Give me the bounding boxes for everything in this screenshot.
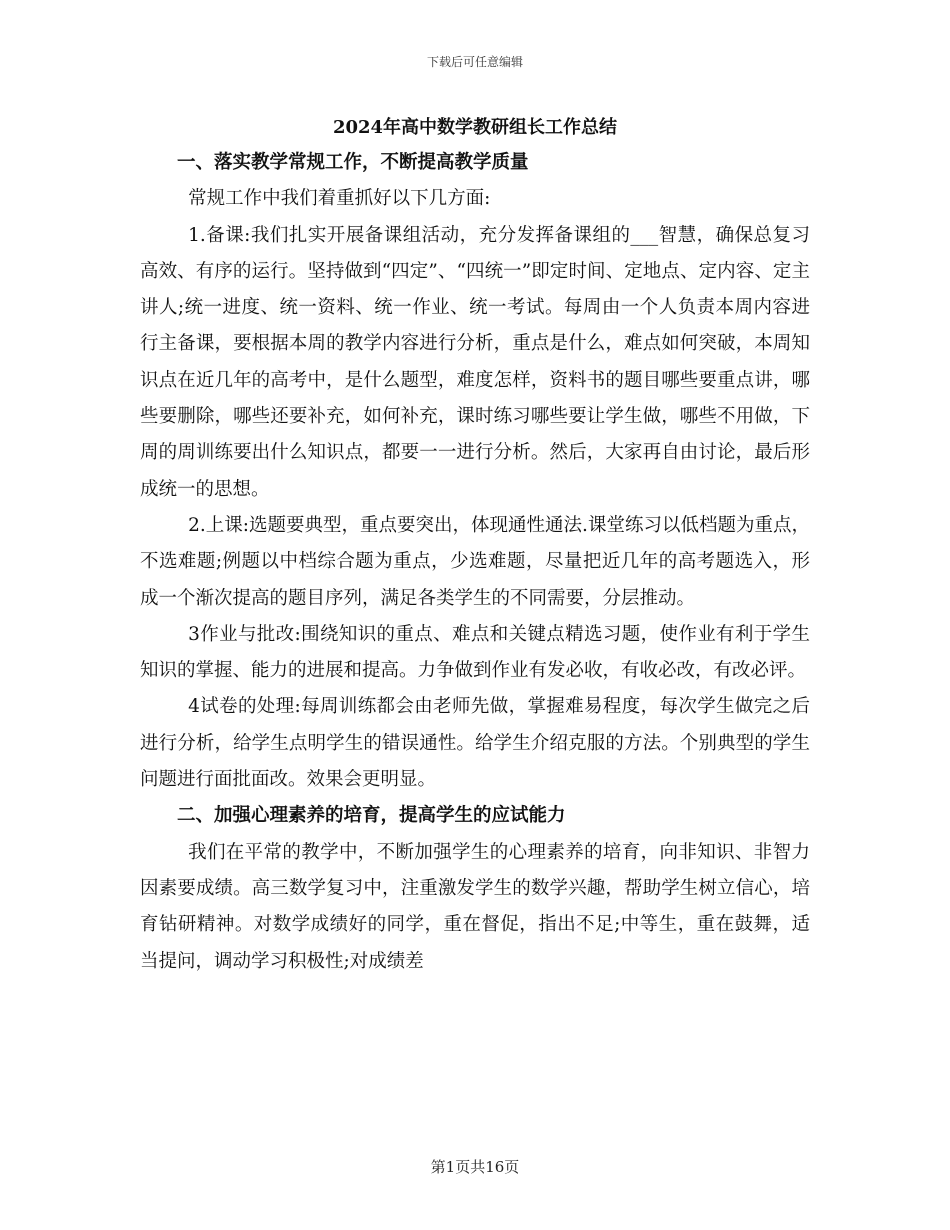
header-note: 下载后可任意编辑: [426, 55, 523, 69]
paragraph: 我们在平常的教学中，不断加强学生的心理素养的培育，向非知识、非智力因素要成绩。高三数学复习中，注重激发学生的数学兴趣，帮助学生树立信心，培育钻研精神。对数学成绩好的同学，重在督促，指出不足;中等生，重在鼓舞，适当提问，调动学习积极性;对成绩差: [140, 841, 810, 972]
document-title: 2024年高中数学教研组长工作总结: [332, 117, 618, 138]
paragraph: 常规工作中我们着重抓好以下几方面:: [188, 188, 491, 210]
paragraph: 3作业与批改:围绕知识的重点、难点和关键点精选习题，使作业有利于学生知识的掌握、能力的进展和提高。力争做到作业有发必收，有收必改，有改必评。: [140, 623, 810, 682]
document-body: [140, 145, 810, 980]
section-heading: 二、加强心理素养的培育，提高学生的应试能力: [177, 805, 566, 827]
paragraph: 1.备课:我们扎实开展备课组活动，充分发挥备课组的___智慧，确保总复习高效、有序的运行。坚持做到“四定”、“四统一”即定时间、定地点、定内容、定主讲人;统一进度、统一资料、统一作业、统一考试。每周由一个人负责本周内容进行主备课，要根据本周的教学内容进行分析，重点是什么，难点如何突破，本周知识点在近几年的高考中，是什么题型，难度怎样，资料书的题目哪些要重点讲，哪些要删除，哪些还要补充，如何补充，课时练习哪些要让学生做，哪些不用做，下周的周训练要出什么知识点，都要一一进行分析。然后，大家再自由讨论，最后形成统一的思想。: [140, 224, 810, 500]
page-number: 第1页共16页: [430, 1158, 520, 1176]
section-heading: 一、落实教学常规工作，不断提高教学质量: [177, 152, 529, 173]
paragraph: 2.上课:选题要典型，重点要突出，体现通性通法.课堂练习以低档题为重点，不选难题;例题以中档综合题为重点，少选难题，尽量把近几年的高考题选入，形成一个渐次提高的题目序列，满足各类学生的不同需要，分层推动。: [140, 514, 810, 609]
paragraph: 4试卷的处理:每周训练都会由老师先做，掌握难易程度，每次学生做完之后进行分析，给学生点明学生的错误通性。给学生介绍克服的方法。个别典型的学生问题进行面批面改。效果会更明显。: [140, 696, 810, 791]
